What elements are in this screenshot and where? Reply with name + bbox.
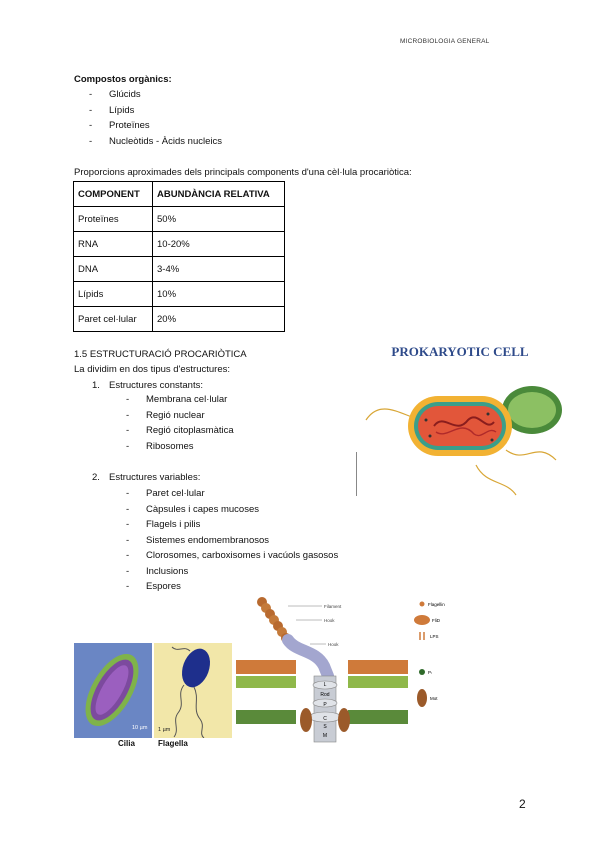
cilia-scale: 10 µm — [132, 725, 148, 731]
table-row — [74, 282, 285, 307]
running-header: MICROBIOLOGIA GENERAL — [400, 38, 490, 45]
list-item: - Càpsules i capes mucoses — [146, 502, 338, 518]
cell-title: PROKARYOTIC CELL — [391, 344, 529, 359]
constant-list — [146, 392, 234, 454]
cell: 50% — [153, 207, 285, 232]
cell: Lípids — [74, 282, 153, 307]
legend — [414, 602, 445, 708]
col-header: ABUNDÀNCIA RELATIVA — [153, 182, 285, 207]
components-table — [73, 181, 285, 332]
list-item: - Glúcids — [109, 87, 222, 103]
cell: 20% — [153, 307, 285, 332]
list-item: - Nucleòtids - Àcids nucleics — [109, 134, 222, 150]
page-number: 2 — [519, 797, 526, 811]
motor-label: Rod — [320, 692, 330, 698]
flagella-label: Flagella — [158, 739, 188, 748]
legend-label: Pₗ — [428, 670, 432, 675]
motor-label: Hook — [324, 618, 335, 623]
numbered-item-2: 2. Estructures variables: — [92, 472, 201, 483]
cell: Proteïnes — [74, 207, 153, 232]
variable-title: Estructures variables: — [109, 472, 201, 483]
list-item: - Regió citoplasmàtica — [146, 423, 234, 439]
motor-label: L — [323, 682, 327, 688]
section-intro: La dividim en dos tipus d'estructures: — [74, 364, 231, 375]
list-item: - Flagels i pilis — [146, 517, 338, 533]
cilia-micrograph — [74, 643, 152, 738]
list-item: - Regió nuclear — [146, 408, 234, 424]
table-row — [74, 207, 285, 232]
motor-label: M — [322, 733, 328, 739]
list-item: - Proteïnes — [109, 118, 222, 134]
list-item: - Espores — [146, 579, 338, 595]
list-item: - Ribosomes — [146, 439, 234, 455]
constant-title: Estructures constants: — [109, 380, 203, 391]
list-item: - Inclusions — [146, 564, 338, 580]
flagellar-motor-diagram — [236, 596, 448, 754]
motor-label: S — [323, 724, 327, 730]
section-heading: 1.5 ESTRUCTURACIÓ PROCARIÒTICA — [74, 349, 247, 360]
prokaryotic-cell-figure — [356, 340, 564, 502]
legend-label: FliD — [432, 618, 440, 623]
legend-label: Mot — [430, 696, 438, 701]
cell: DNA — [74, 257, 153, 282]
list-item: - Paret cel·lular — [146, 486, 338, 502]
list-item: - Sistemes endomembranosos — [146, 533, 338, 549]
cell: 3-4% — [153, 257, 285, 282]
flagella-scale: 1 µm — [158, 727, 171, 733]
legend-label: LPS — [430, 634, 439, 639]
cell: RNA — [74, 232, 153, 257]
numbered-item-1: 1. Estructures constants: — [92, 380, 203, 391]
list-item: - Lípids — [109, 103, 222, 119]
cell: 10-20% — [153, 232, 285, 257]
table-header-row — [74, 182, 285, 207]
motor-label: Filament — [324, 604, 342, 609]
cell: 10% — [153, 282, 285, 307]
organic-title: Compostos orgànics: — [74, 74, 172, 85]
flagella-micrograph — [154, 643, 232, 738]
organic-list — [109, 87, 222, 149]
motor-label: P — [323, 702, 327, 708]
table-row — [74, 257, 285, 282]
cilia-label: Cilia — [118, 739, 135, 748]
cell: Paret cel·lular — [74, 307, 153, 332]
col-header: COMPONENT — [74, 182, 153, 207]
motor-label: C — [323, 716, 327, 722]
list-item: - Membrana cel·lular — [146, 392, 234, 408]
list-item: - Clorosomes, carboxisomes i vacúols gasosos — [146, 548, 338, 564]
legend-label: Flagellin — [428, 602, 445, 607]
table-row — [74, 307, 285, 332]
proportions-title: Proporcions aproximades dels principals components d'una cèl·lula procariòtica: — [74, 167, 412, 178]
variable-list — [146, 486, 338, 595]
mot-protein-icon — [338, 708, 350, 732]
mot-protein-icon — [300, 708, 312, 732]
table-row — [74, 232, 285, 257]
motor-label: Hook — [328, 642, 339, 647]
